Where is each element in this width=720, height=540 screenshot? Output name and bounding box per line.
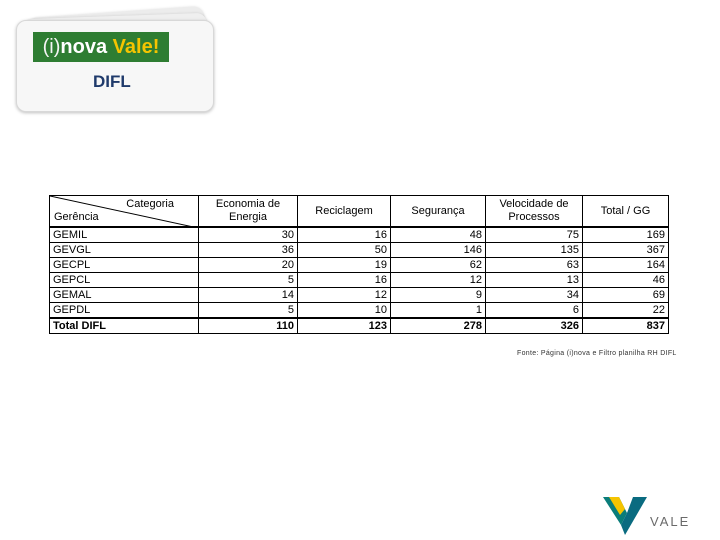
inova-vale-logo [33,32,169,62]
cell-value: 367 [583,243,669,258]
row-name: GEMIL [50,227,199,243]
ideas-table [49,195,669,334]
cell-value: 10 [298,303,391,319]
cell-value: 6 [486,303,583,319]
table-row [50,243,669,258]
total-row-name: Total DIFL [50,318,199,334]
cell-value: 36 [199,243,298,258]
cell-value: 46 [583,273,669,288]
total-value: 110 [199,318,298,334]
cell-value: 13 [486,273,583,288]
cell-value: 20 [199,258,298,273]
cell-value: 12 [391,273,486,288]
table-row [50,303,669,319]
cell-value: 5 [199,303,298,319]
source-note: Fonte: Página (i)nova e Filtro planilha RH DIFL [517,350,677,357]
row-name: GEPCL [50,273,199,288]
cell-value: 69 [583,288,669,303]
vale-brand-name: VALE [650,514,691,529]
row-name: GEPDL [50,303,199,319]
cell-value: 164 [583,258,669,273]
total-value: 278 [391,318,486,334]
column-header: Total / GG [583,196,669,228]
category-label: Categoria [126,198,174,210]
row-name: GECPL [50,258,199,273]
cell-value: 169 [583,227,669,243]
total-value: 123 [298,318,391,334]
cell-value: 19 [298,258,391,273]
table-total-row [50,318,669,334]
table-row [50,258,669,273]
cell-value: 34 [486,288,583,303]
table-header-row [50,196,669,228]
cell-value: 48 [391,227,486,243]
cell-value: 1 [391,303,486,319]
page-title: DIFL [93,72,131,91]
row-name: GEMAL [50,288,199,303]
column-header: Velocidade de Processos [486,196,583,228]
table-row [50,227,669,243]
management-label: Gerência [54,211,99,223]
row-name: GEVGL [50,243,199,258]
cell-value: 63 [486,258,583,273]
cell-value: 146 [391,243,486,258]
cell-value: 12 [298,288,391,303]
table-row [50,288,669,303]
cell-value: 50 [298,243,391,258]
logo-vale: Vale! [112,36,160,58]
cell-value: 22 [583,303,669,319]
vale-logo-icon [603,495,647,535]
cell-value: 75 [486,227,583,243]
column-header: Segurança [391,196,486,228]
cell-value: 9 [391,288,486,303]
cell-value: 62 [391,258,486,273]
cell-value: 16 [298,227,391,243]
column-header: Reciclagem [298,196,391,228]
cell-value: 5 [199,273,298,288]
cell-value: 30 [199,227,298,243]
logo-nova: nova [60,36,108,58]
table-corner-header [50,196,199,228]
total-value: 837 [583,318,669,334]
logo-i: (i) [42,36,61,58]
column-header: Economia de Energia [199,196,298,228]
total-value: 326 [486,318,583,334]
cell-value: 16 [298,273,391,288]
table-row [50,273,669,288]
cell-value: 135 [486,243,583,258]
cell-value: 14 [199,288,298,303]
